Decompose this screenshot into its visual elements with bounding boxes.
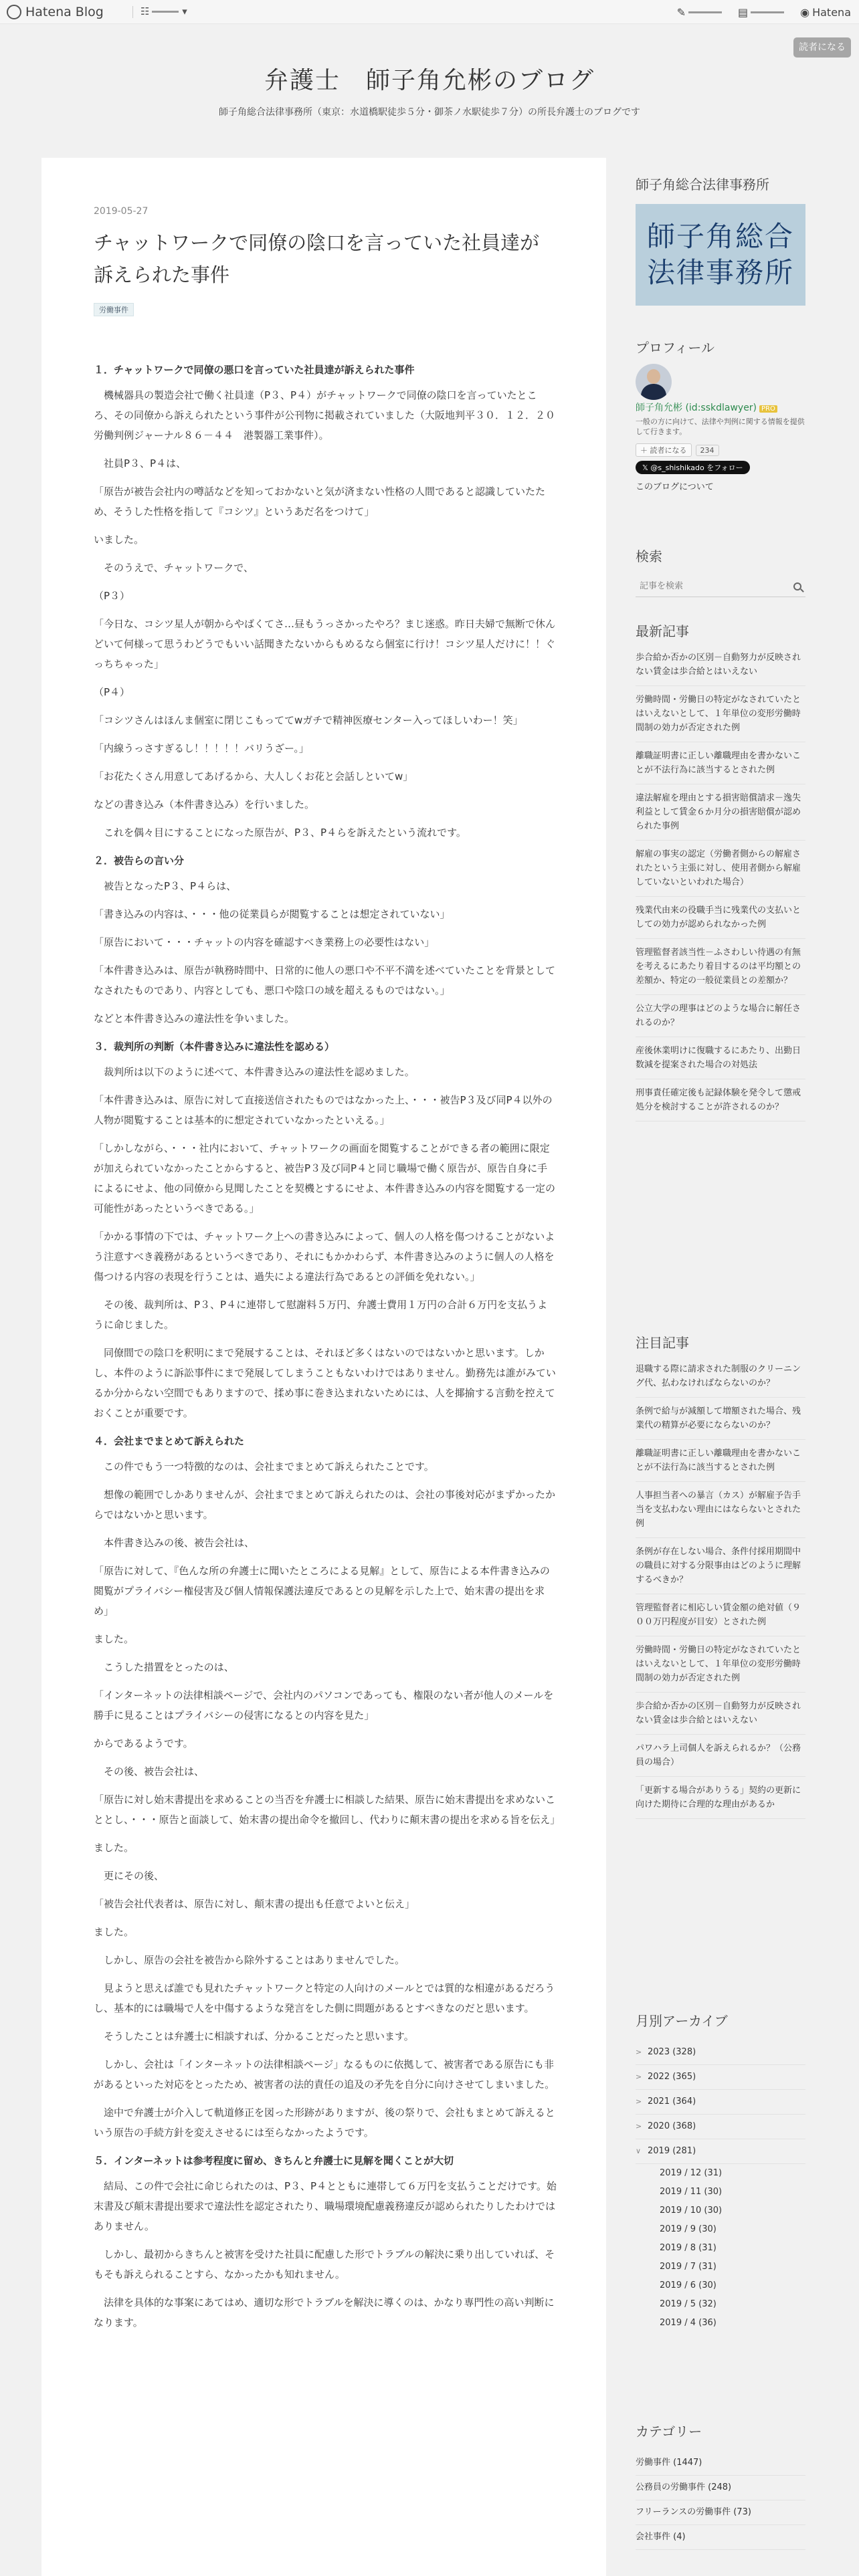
hatena-blog-logo[interactable] [7,4,104,20]
profile-subscribe-button[interactable]: ＋ 読者になる [636,443,692,457]
x-follow-label: @s_shishikado をフォロー [650,463,743,472]
post-paragraph: 見ようと思えば誰でも見れたチャットワークと特定の人向けのメールとでは質的な相違があるだろうし、基本的には職場で人を中傷するような発言をした側に問題があるとすべきなのだと思います。 [94,1982,555,2014]
chevron-right-icon[interactable]: > [636,2048,642,2056]
archive-year-label: 2019 (281) [648,2146,696,2156]
dashboard-button[interactable] [738,6,784,19]
profile-name[interactable]: 師子角允彬 (id:sskdlawyer) [636,403,757,413]
featured-entry-link[interactable]: パワハラ上司個人を訴えられるか？（公務員の場合） [636,1735,805,1777]
sidebar-archive-module [636,2010,805,2333]
grid-menu-icon: ☷ [140,5,150,17]
category-link[interactable]: 会社事件 (4) [636,2525,805,2550]
about-blog-link[interactable]: このブログについて [636,482,714,492]
category-module-title: カテゴリー [636,2424,702,2440]
chevron-right-icon[interactable]: > [636,2097,642,2106]
post-paragraph: 途中で弁護士が介入して軌道修正を図った形跡がありますが、後の祭りで、会社もまとめて訴えるという原告の手続方針を変えさせるには至らなかったようです。 [94,2107,555,2139]
dashboard-label-placeholder [751,11,784,13]
featured-entry-link[interactable]: 人事担当者への暴言（カス）が解雇予告手当を支払わない理由にはならないとされた例 [636,1482,805,1538]
post-paragraph: などと本件書き込みの違法性を争いました。 [94,1012,295,1025]
post-paragraph: その後、被告会社は、 [94,1765,205,1778]
recent-entry-link[interactable]: 産後休業明けに復職するにあたり、出勤日数減を提案された場合の対処法 [636,1037,805,1079]
post-paragraph: 「お花たくさん用意してあげるから、大人しくお花と会話しといてw」 [94,770,413,782]
archive-month-link[interactable]: 2019 / 7 (31) [660,2262,717,2272]
post-paragraph: しかし、最初からきちんと被害を受けた社員に配慮した形でトラブルの解決に乗り出していれば、そもそも訴えられることすら、なかったかも知れません。 [94,2248,555,2280]
post-paragraph: 「原告が被告会社内の噂話などを知っておかないと気が済まない性格の人間であると認識していたため、そうした性格を指して『コシツ』というあだ名をつけて」 [94,486,546,518]
post-paragraph: 「原告において・・・チャットの内容を確認すべき業務上の必要性はない」 [94,936,435,948]
profile-avatar[interactable] [636,364,672,400]
recent-entry-link[interactable]: 残業代由来の役職手当に残業代の支払いとしての効力が認められなかった例 [636,897,805,939]
post-paragraph: しかし、会社は「インターネットの法律相談ページ」なるものに依拠して、被害者である原告にも非があるといった対応をとったため、被害者の法的責任の追及の矛先を自分に向けさせてしまいました。 [94,2058,555,2090]
search-box [636,576,805,597]
archive-year[interactable] [636,2065,805,2090]
archive-year-label: 2021 (364) [648,2097,696,2107]
archive-year[interactable] [636,2115,805,2139]
topbar-right [677,4,851,20]
post-paragraph: 「本件書き込みは、原告に対して直接送信されたものではなかった上、・・・被告P３及び同P４以外の人物が閲覧することは基本的に想定されていなかったといえる。」 [94,1094,553,1126]
post-paragraph: ました。 [94,1842,134,1854]
hatena-account-button[interactable] [800,6,851,19]
featured-entry-link[interactable]: 退職する際に請求された制服のクリーニング代、払わなければならないのか？ [636,1362,805,1398]
featured-entries-list [636,1362,805,1819]
post-paragraph: などの書き込み（本件書き込み）を行いました。 [94,798,315,811]
x-follow-button[interactable] [636,461,750,474]
post-paragraph: こうした措置をとったのは、 [94,1661,234,1673]
search-icon[interactable] [793,582,801,591]
recent-entry-link[interactable]: 離職証明書に正しい離職理由を書かないことが不法行為に該当するとされた例 [636,742,805,784]
post-paragraph: からであるようです。 [94,1737,193,1749]
article-card [41,158,606,2576]
chevron-down-icon: ▾ [182,5,187,17]
pro-badge: PRO [759,405,777,413]
search-module-title: 検索 [636,548,662,564]
post-section-heading: ５．インターネットは参考程度に留め、きちんと弁護士に見解を聞くことが大切 [94,2155,454,2167]
archive-module-title: 月別アーカイブ [636,2013,728,2029]
post-paragraph: （P４） [94,686,130,698]
recent-entry-link[interactable]: 労働時間・労働日の特定がなされていたとはいえないとして、１年単位の変形労働時間制の効力が否定された例 [636,686,805,742]
category-link[interactable]: フリーランスの労働事件 (73) [636,2500,805,2525]
archive-year[interactable] [636,2139,805,2164]
post-paragraph: しかし、原告の会社を被告から除外することはありませんでした。 [94,1954,405,1966]
featured-entry-link[interactable]: 「更新する場合がありうる」契約の更新に向けた期待に合理的な理由があるか [636,1777,805,1819]
archive-year[interactable] [636,2090,805,2115]
recent-entries-list [636,651,805,1121]
post-paragraph: ました。 [94,1633,134,1645]
post-paragraph: 「被告会社代表者は、原告に対し、顛末書の提出も任意でよいと伝え」 [94,1898,415,1910]
category-list [636,2451,805,2550]
post-paragraph: これを偶々目にすることになった原告が、P３、P４らを訴えたという流れです。 [94,827,466,839]
hatena-topbar [0,0,859,24]
profile-module-title: プロフィール [636,340,714,356]
post-paragraph: この件でもう一つ特徴的なのは、会社までまとめて訴えられたことです。 [94,1461,434,1473]
post-section-heading: ４．会社までまとめて訴えられた [94,1435,245,1447]
post-paragraph: 裁判所は以下のように述べて、本件書き込みの違法性を認めました。 [94,1066,415,1078]
pen-icon: ✎ [676,5,686,19]
blog-description: 師子角総合法律事務所（東京：水道橋駅徒歩５分・御茶ノ水駅徒歩７分）の所長弁護士のブログです [219,107,640,118]
post-paragraph: そうしたことは弁護士に相談すれば、分かることだったと思います。 [94,2030,414,2042]
archive-month-link[interactable]: 2019 / 12 (31) [660,2168,723,2178]
post-paragraph: その後、裁判所は、P３、P４に連帯して慰謝料５万円、弁護士費用１万円の合計６万円を支払うように命じました。 [94,1299,548,1331]
recent-module-title: 最新記事 [636,623,689,639]
archive-year-label: 2020 (368) [648,2121,696,2131]
firm-logo-line2: 法律事務所 [646,256,794,289]
sidebar-recent-module [636,621,805,1121]
hatena-logo-icon [7,5,21,19]
post-section-heading: ３．裁判所の判断（本件書き込みに違法性を認める） [94,1041,335,1053]
post-paragraph: そのうえで、チャットワークで、 [94,562,254,574]
featured-entry-link[interactable]: 労働時間・労働日の特定がなされていたとはいえないとして、１年単位の変形労働時間制の効力が否定された例 [636,1636,805,1693]
x-logo-icon: 𝕏 [642,463,651,472]
firm-logo-image[interactable] [636,204,805,306]
archive-month-link[interactable]: 2019 / 11 (30) [660,2187,723,2197]
hatena-blog-logo-text: Hatena Blog [25,5,104,19]
archive-list [636,2040,805,2333]
featured-entry-link[interactable]: 条例が存在しない場合、条件付採用期間中の職員に対する分限事由はどのように理解するべきか？ [636,1538,805,1594]
profile-description: 一般の方に向けて、法律や判例に関する情報を提供して行きます。 [636,417,805,436]
profile-subscribe-label: 読者になる [650,446,687,455]
post-paragraph: 「内線うっさすぎるし！！！！！バリうざー。」 [94,742,309,754]
post-paragraph: 「原告に対し始末書提出を求めることの当否を弁護士に相談した結果、原告に始末書提出を求めないこととし、・・・原告と面談して、始末書の提出命令を撤回し、代わりに顛末書の提出を求める旨を伝え」 [94,1794,561,1826]
avatar-suit [641,384,666,400]
featured-entry-link[interactable]: 管理監督者に相応しい賃金額の絶対値（９００万円程度が目安）とされた例 [636,1594,805,1636]
recent-entry-link[interactable]: 管理監督者該当性－ふさわしい待遇の有無を考えるにあたり着目するのは平均額との差額か、特定の一般従業員との差額か？ [636,939,805,995]
post-paragraph: 「しかしながら、・・・社内において、チャットワークの画面を閲覧することができる者の範囲に限定が加えられていなかったことからすると、被告P３及び同P４と同じ職場で働く原告が、原告自身に手によるにせよ、他の同僚から見聞したことを契機とするにせよ、本件書き込みの内容を閲覧する一定の可能性があったというべきである。」 [94,1142,556,1214]
sidebar-featured-module [636,1332,805,1819]
post-section-heading: １．チャットワークで同僚の悪口を言っていた社員達が訴えられた事件 [94,364,415,376]
post-paragraph: いました。 [94,534,145,546]
hatena-account-label: Hatena [812,5,851,19]
post-paragraph: 結局、この件で会社に命じられたのは、P３、P４とともに連帯して６万円を支払うことだけです。始末書及び顛末書提出要求で違法性を認定されたり、職場環境配慮義務違反が認められたりしたわけではありません。 [94,2180,557,2232]
topbar-menu[interactable] [140,5,187,17]
firm-module-title: 師子角総合法律事務所 [636,177,769,193]
post-paragraph: 社員P３、P４は、 [94,457,187,469]
hatena-mark-icon: ◉ [800,5,810,19]
dashboard-icon: ▤ [738,5,749,19]
post-category-tag[interactable]: 労働事件 [94,303,134,316]
archive-year-label: 2022 (365) [648,2072,696,2082]
post-paragraph: 同僚間での陰口を釈明にまで発展することは、それほど多くはないのではないかと思います。しかし、本件のように訴訟事件にまで発展してしまうこともないわけではありません。勤務先は誰がみているか分からない空間でもありますので、揉め事に巻き込まれないためには、人を揶揄する言動を控えておくことが重要です。 [94,1347,556,1419]
post-paragraph: 「書き込みの内容は、・・・他の従業員らが閲覧することは想定されていない」 [94,908,450,920]
sidebar-profile-module [636,337,805,492]
sidebar-category-module [636,2421,805,2550]
archive-month-link[interactable]: 2019 / 4 (36) [660,2318,717,2328]
category-link[interactable]: 労働事件 (1447) [636,2451,805,2476]
chevron-right-icon[interactable]: > [636,2072,642,2081]
post-paragraph: 本件書き込みの後、被告会社は、 [94,1537,255,1549]
post-body [94,352,561,2341]
menu-placeholder [152,11,179,13]
post-paragraph: 機械器具の製造会社で働く社員達（P３、P４）がチャットワークで同僚の陰口を言っていたところ、その同僚から訴えられたという事件が公刊物に掲載されていました（大阪地判平３０．１２．２０労働判例ジャーナル８６－４４ 港製器工業事件）。 [94,389,556,441]
archive-month-link[interactable]: 2019 / 9 (30) [660,2224,717,2234]
featured-entry-link[interactable]: 条例で給与が減額して増額された場合、残業代の精算が必要にならないのか？ [636,1398,805,1440]
featured-entry-link[interactable]: 歩合給か否かの区別－自動努力が反映されない賃金は歩合給とはいえない [636,1693,805,1735]
write-label-placeholder [688,11,722,13]
post-section-heading: ２．被告らの言い分 [94,855,185,867]
chevron-right-icon[interactable]: > [636,2122,642,2131]
post-paragraph: 「今日な、コシツ星人が朝からやばくてさ…昼もうっさかったやろ？まじ迷惑。昨日夫婦で無断で休んどいて何様って思うわどうでもいい話聞きたないからもめるなら個室に行け！コシツ星人だけに！！ぐっちちゃった」 [94,618,556,670]
firm-logo-line1: 師子角総合 [646,220,794,253]
post-date[interactable]: 2019-05-27 [94,206,149,217]
post-paragraph: ました。 [94,1926,134,1938]
recent-entry-link[interactable]: 解雇の事実の認定（労働者側からの解雇されたという主張に対し、使用者側から解雇していないといわれた場合） [636,841,805,897]
post-paragraph: 更にその後、 [94,1870,165,1882]
post-paragraph: 「インターネットの法律相談ページで、会社内のパソコンであっても、権限のない者が他人のメールを勝手に見ることはプライバシーの侵害になるとの内容を見た」 [94,1689,554,1721]
avatar-head [647,369,660,384]
topbar-divider [132,6,133,18]
archive-month-link[interactable]: 2019 / 8 (31) [660,2243,717,2253]
post-paragraph: 法律を具体的な事案にあてはめ、適切な形でトラブルを解決に導くのは、かなり専門性の高い判断になります。 [94,2296,555,2329]
post-paragraph: 被告となったP３、P４らは、 [94,880,237,892]
subscribe-button[interactable]: 読者になる [793,37,851,58]
featured-entry-link[interactable]: 離職証明書に正しい離職理由を書かないことが不法行為に該当するとされた例 [636,1440,805,1482]
archive-year[interactable] [636,2040,805,2065]
subscriber-count: 234 [696,445,719,456]
recent-entry-link[interactable]: 違法解雇を理由とする損害賠償請求－逸失利益として賃金６か月分の損害賠償が認められた事例 [636,784,805,841]
featured-module-title: 注目記事 [636,1335,689,1351]
recent-entry-link[interactable]: 公立大学の理事はどのような場合に解任されるのか？ [636,995,805,1037]
post-paragraph: 想像の範囲でしかありませんが、会社までまとめて訴えられたのは、会社の事後対応がまずかったからではないかと思います。 [94,1489,556,1521]
archive-month-link[interactable]: 2019 / 5 (32) [660,2299,717,2309]
category-link[interactable]: 公務員の労働事件 (248) [636,2476,805,2500]
archive-year-label: 2023 (328) [648,2047,696,2057]
search-input[interactable] [640,581,773,591]
post-paragraph: （P３） [94,590,130,602]
post-paragraph: 「原告に対して、『色んな所の弁護士に聞いたところによる見解』として、原告による本件書き込みの閲覧がプライバシー権侵害及び個人情報保護法違反であるとの見解を示した上で、始末書の提出を求め」 [94,1565,550,1617]
recent-entry-link[interactable]: 歩合給か否かの区別－自動努力が反映されない賃金は歩合給とはいえない [636,651,805,686]
post-paragraph: 「かかる事情の下では、チャットワーク上への書き込みによって、個人の人格を傷つけることがないよう注意すべき義務があるというべきであり、それにもかかわらず、本件書き込みのように個人の人格を傷つける内容の表現を行うことは、過失による違法行為であるとの評価を免れない。」 [94,1230,555,1283]
post-title[interactable]: チャットワークで同僚の陰口を言っていた社員達が訴えられた事件 [94,231,540,286]
profile-follow-row [636,443,805,457]
archive-month-link[interactable]: 2019 / 6 (30) [660,2280,717,2290]
post-paragraph: 「コシツさんはほんま個室に閉じこもっててwガチで精神医療センター入ってほしいわー！笑」 [94,714,523,726]
post-paragraph: 「本件書き込みは、原告が執務時間中、日常的に他人の悪口や不平不満を述べていたことを背景としてなされたものであり、内容としても、悪口や陰口の域を超えるものではない。」 [94,964,556,996]
chevron-down-icon[interactable]: ∨ [636,2147,642,2155]
profile-name-line [636,401,805,414]
sidebar-firm-module [636,174,805,306]
write-post-button[interactable] [677,6,722,19]
blog-title[interactable]: 弁護士 師子角允彬のブログ [264,67,595,94]
sidebar-search-module [636,546,805,597]
firm-logo-text [647,219,794,291]
recent-entry-link[interactable]: 刑事責任確定後も記録体験を発令して懲戒処分を検討することが許されるのか？ [636,1079,805,1121]
archive-month-link[interactable]: 2019 / 10 (30) [660,2206,723,2216]
